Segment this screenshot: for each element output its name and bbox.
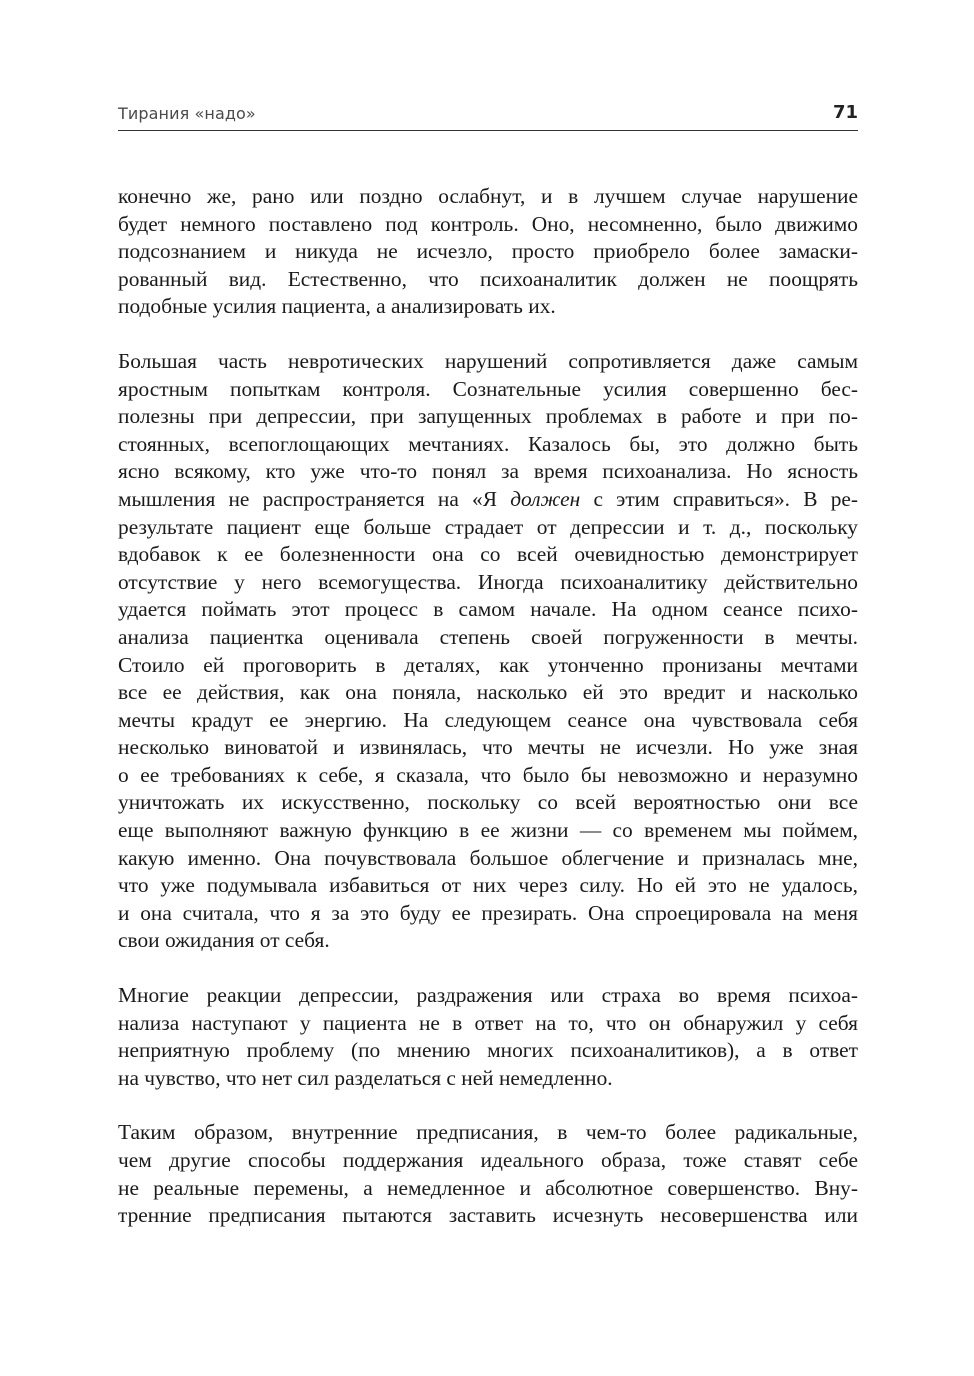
- text-line-with-italic: [118, 486, 858, 514]
- text-line: не реальные перемены, а немедленное и абсолютное совершенство. Вну-: [118, 1175, 858, 1200]
- text-line: на чувство, что нет сил разделаться с ней немедленно.: [118, 1065, 613, 1090]
- text-line: полезны при депрессии, при запущенных проблемах в работе и при по-: [118, 404, 858, 429]
- text-line: тренние предписания пытаются заставить исчезнуть несовершенства или: [118, 1203, 858, 1228]
- page-header: [118, 100, 858, 130]
- text-line: яростным попыткам контроля. Сознательные усилия совершенно бес-: [118, 376, 858, 401]
- text-line: отсутствие у него всемогущества. Иногда психоаналитику действительно: [118, 569, 858, 594]
- text-line: Большая часть невротических нарушений сопротивляется даже самым: [118, 348, 858, 373]
- text-line: подсознанием и никуда не исчезло, просто приобрело более замаски-: [118, 239, 858, 264]
- text-line: уничтожать их искусственно, поскольку со всей вероятностью они все: [118, 790, 858, 815]
- page-number: 71: [832, 102, 858, 123]
- text-line: чем другие способы поддержания идеального образа, тоже ставят себе: [118, 1148, 858, 1172]
- text-line: несколько виноватой и извинялась, что мечты не исчезли. Но уже зная: [118, 735, 858, 760]
- text-line: конечно же, рано или поздно ослабнут, и в лучшем случае нарушение: [118, 184, 858, 208]
- text-line: Таким образом, внутренние предписания, в чем-то более радикальные,: [118, 1120, 858, 1145]
- text-line: нализа наступают у пациента не в ответ на то, что он обнаружил у себя: [118, 1010, 858, 1035]
- text-line: анализа пациентка оценивала степень своей погруженности в мечты.: [118, 624, 858, 649]
- body-text: [118, 183, 858, 1257]
- text-segment: с этим справиться». В ре-: [580, 486, 859, 511]
- paragraph-4: [118, 1119, 858, 1229]
- text-line: результате пациент еще больше страдает от депрессии и т. д., поскольку: [118, 514, 858, 539]
- paragraph-2: [118, 348, 858, 955]
- text-line: о ее требованиях к себе, я сказала, что было бы невозможно и неразумно: [118, 762, 858, 787]
- text-segment: мышления не распространяется на «Я: [118, 486, 511, 511]
- text-line: неприятную проблему (по мнению многих психоаналитиков), а в ответ: [118, 1038, 858, 1063]
- paragraph-1: [118, 183, 858, 321]
- text-line: вдобавок к ее болезненности она со всей очевидностью демонстрирует: [118, 542, 858, 567]
- text-line: Стоило ей проговорить в деталях, как утонченно пронизаны мечтами: [118, 652, 858, 677]
- text-line: мечты крадут ее энергию. На следующем сеансе она чувствовала себя: [118, 707, 858, 732]
- text-line: все ее действия, как она поняла, насколько ей это вредит и насколько: [118, 680, 858, 705]
- text-line: ясно всякому, кто уже что-то понял за время психоанализа. Но ясность: [118, 459, 858, 484]
- text-line: удается поймать этот процесс в самом начале. На одном сеансе психо-: [118, 597, 858, 622]
- text-line: еще выполняют важную функцию в ее жизни — со временем мы поймем,: [118, 818, 858, 843]
- text-line: рованный вид. Естественно, что психоаналитик должен не поощрять: [118, 266, 858, 291]
- text-line: и она считала, что я за это буду ее презирать. Она спроецировала на меня: [118, 900, 858, 925]
- text-line: какую именно. Она почувствовала большое облегчение и призналась мне,: [118, 845, 858, 870]
- text-line: будет немного поставлено под контроль. Оно, несомненно, было движимо: [118, 211, 858, 236]
- header-rule: [118, 130, 858, 131]
- text-line: свои ожидания от себя.: [118, 928, 330, 953]
- text-line: стоянных, всепоглощающих мечтаниях. Казалось бы, это должно быть: [118, 431, 858, 456]
- running-head: Тирания «надо»: [118, 104, 256, 123]
- text-line: подобные усилия пациента, а анализировать их.: [118, 294, 556, 319]
- text-line: что уже подумывала избавиться от них через силу. Но ей это не удалось,: [118, 873, 858, 898]
- paragraph-3: [118, 982, 858, 1092]
- text-line: Многие реакции депрессии, раздражения или страха во время психоа-: [118, 983, 858, 1008]
- italic-word: должен: [510, 486, 581, 511]
